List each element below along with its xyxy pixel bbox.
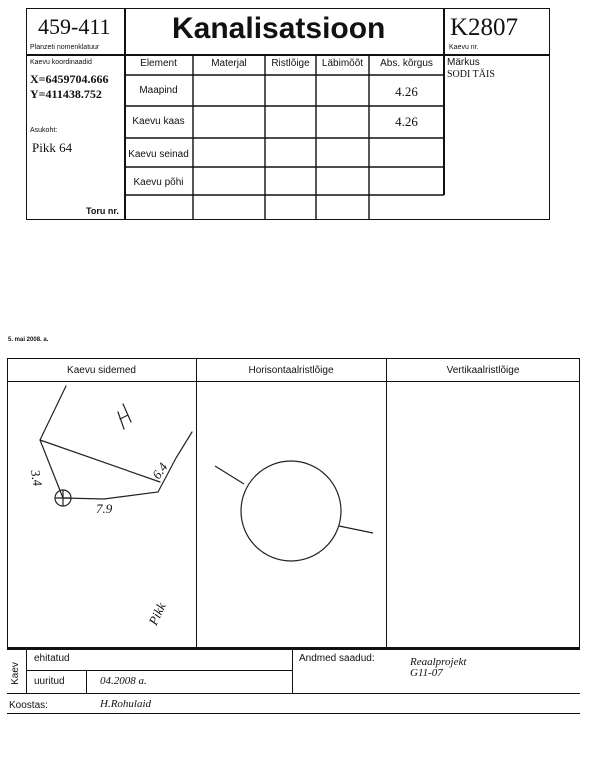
data-from-value: Reaalprojekt	[410, 656, 467, 668]
surveyed-value: 04.2008 a.	[100, 675, 147, 687]
col-header-abs-height: Abs. kõrgus	[380, 58, 433, 69]
col-header-diameter: Läbimõõt	[321, 58, 364, 69]
row-element-2: Kaevu seinad	[128, 149, 189, 160]
well-id-caption: Kaevu nr.	[449, 44, 479, 51]
manhole-circle	[241, 461, 341, 561]
remarks-label: Märkus	[447, 57, 480, 68]
inlet-pipe	[215, 466, 244, 484]
data-from-value-2: G11-07	[410, 667, 443, 679]
sketch-label-3-4: 3.4	[27, 468, 46, 488]
row-element-0: Maapind	[139, 85, 178, 96]
map-sheet-caption: Planzeti nomenklatuur	[30, 44, 100, 51]
well-id: K2807	[450, 14, 519, 41]
compiled-value: H.Rohulaid	[100, 698, 152, 710]
footer-mid-line	[26, 670, 292, 671]
row-element-3: Kaevu põhi	[133, 177, 184, 188]
map-sheet-number: 459-411	[38, 14, 111, 39]
footer-side-label: Kaev	[9, 662, 21, 685]
sketch-label-pikk: Pikk	[145, 600, 169, 628]
row-abs-0: 4.26	[395, 84, 418, 99]
location-value: Pikk 64	[32, 140, 73, 155]
col-header-cross-section: Ristlõige	[271, 58, 310, 69]
built-label: ehitatud	[34, 653, 70, 664]
surveyed-label: uuritud	[34, 676, 65, 687]
footer-top-line	[7, 648, 580, 650]
date-line: 5. mai 2008. a.	[8, 337, 49, 343]
row-abs-1: 4.26	[395, 114, 418, 129]
remarks-text: SODI TÄIS	[447, 69, 495, 80]
outlet-pipe	[339, 526, 373, 533]
pipe-label: Toru nr.	[86, 206, 119, 216]
coord-y: Y=411438.752	[30, 87, 102, 101]
col-title-well-links: Kaevu sidemed	[67, 365, 136, 376]
location-label: Asukoht:	[30, 127, 58, 134]
coord-x: X=6459704.666	[30, 72, 109, 86]
sketch-label-6-4: 6.4	[148, 459, 171, 482]
form-title: Kanalisatsioon	[172, 12, 386, 45]
col-title-vertical-section: Vertikaalristlõige	[446, 365, 520, 376]
sketch-label-7-9: 7.9	[96, 501, 113, 516]
compiled-underline	[7, 713, 580, 714]
col-header-material: Materjal	[211, 58, 247, 69]
footer-bottom-line	[7, 693, 580, 694]
coords-label: Kaevu koordinaadid	[30, 59, 92, 66]
footer-center-divider	[292, 648, 293, 694]
data-from-label: Andmed saadud:	[299, 653, 375, 664]
footer-label-divider	[86, 670, 87, 694]
row-element-1: Kaevu kaas	[132, 116, 185, 127]
compiled-label: Koostas:	[9, 700, 48, 711]
col-header-element: Element	[140, 58, 177, 69]
col-title-horizontal-section: Horisontaalristlõige	[248, 365, 334, 376]
